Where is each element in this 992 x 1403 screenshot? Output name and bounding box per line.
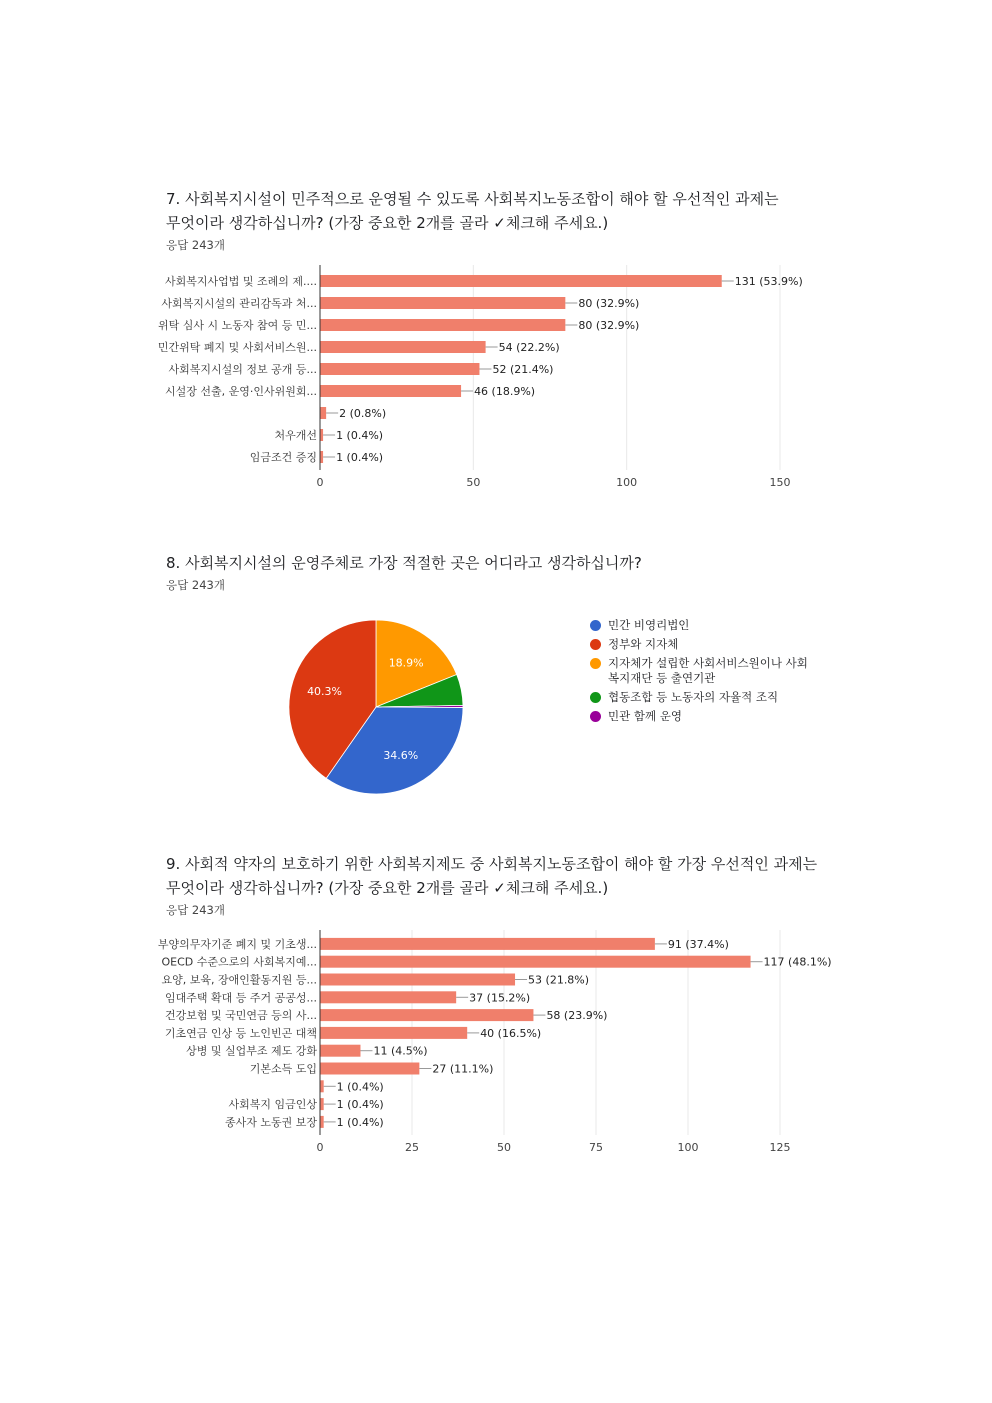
q9-bar xyxy=(320,991,456,1003)
legend-label: 민관 함께 운영 xyxy=(608,709,682,723)
q7-x-tick-label: 0 xyxy=(316,476,324,489)
q7-x-tick-label: 50 xyxy=(466,476,481,489)
q9-category-label: 임대주택 확대 등 주거 공공성... xyxy=(165,991,317,1005)
legend-item xyxy=(590,709,830,724)
q9-category-label: OECD 수준으로의 사회복지예... xyxy=(161,955,317,969)
q9-bar xyxy=(320,1009,533,1021)
question-9-response-count: 응답 243개 xyxy=(166,903,225,917)
q9-bar xyxy=(320,1080,324,1092)
question-7-response-count: 응답 243개 xyxy=(166,238,225,252)
q9-category-label: 기초연금 인상 등 노인빈곤 대책 xyxy=(164,1026,317,1040)
q9-category-label: 기본소득 도입 xyxy=(249,1062,317,1076)
question-8-response-count: 응답 243개 xyxy=(166,578,225,592)
q9-x-tick-label: 50 xyxy=(497,1141,511,1154)
question-9-header xyxy=(166,852,846,918)
legend-label: 민간 비영리법인 xyxy=(608,618,690,632)
question-9-title-line1: 9. 사회적 약자의 보호하기 위한 사회복지제도 중 사회복지노동조합이 해야 할 가장 우선적인 과제는 xyxy=(166,855,818,873)
q9-data-label: 58 (23.9%) xyxy=(546,1009,608,1023)
q9-bar xyxy=(320,1116,324,1128)
q9-bar xyxy=(320,974,515,986)
legend-label: 협동조합 등 노동자의 자율적 조직 xyxy=(608,690,779,704)
q7-data-label: 52 (21.4%) xyxy=(492,363,554,376)
q7-data-label: 1 (0.4%) xyxy=(336,429,384,442)
q7-x-tick-label: 150 xyxy=(769,476,791,489)
q7-bar xyxy=(320,275,722,287)
question-9-title-line2: 무엇이라 생각하십니까? (가장 중요한 2개를 골라 ✓체크해 주세요.) xyxy=(166,879,609,897)
q9-category-label: 요양, 보육, 장애인활동지원 등... xyxy=(161,973,317,987)
q7-category-label: 사회복지시설의 정보 공개 등... xyxy=(168,363,317,376)
q7-data-label: 1 (0.4%) xyxy=(336,451,384,464)
q7-data-label: 46 (18.9%) xyxy=(474,385,536,398)
q7-category-label: 위탁 심사 시 노동자 참여 등 민... xyxy=(158,319,317,332)
q7-category-label: 시설장 선출, 운영·인사위원회... xyxy=(165,385,317,398)
q9-data-label: 37 (15.2%) xyxy=(469,991,531,1005)
q7-data-label: 80 (32.9%) xyxy=(578,297,640,310)
q9-bar xyxy=(320,1045,360,1057)
q9-category-label: 종사자 노동권 보장 xyxy=(224,1115,317,1129)
q7-category-label: 사회복지사업법 및 조례의 제.... xyxy=(165,275,317,288)
q7-category-label: 사회복지시설의 관리감독과 처... xyxy=(161,297,317,310)
question-7-title-line1: 7. 사회복지시설이 민주적으로 운영될 수 있도록 사회복지노동조합이 해야 할 우선적인 과제는 xyxy=(166,190,779,208)
q9-x-tick-label: 75 xyxy=(589,1141,603,1154)
q7-bar xyxy=(320,319,565,331)
q9-data-label: 117 (48.1%) xyxy=(763,955,832,969)
legend-label: 정부와 지자체 xyxy=(608,637,679,651)
q9-data-label: 1 (0.4%) xyxy=(336,1098,384,1112)
q7-category-label: 처우개선 xyxy=(274,429,317,442)
question-8-title: 8. 사회복지시설의 운영주체로 가장 적절한 곳은 어디라고 생각하십니까? xyxy=(166,554,642,572)
q7-category-label: 민간위탁 폐지 및 사회서비스원... xyxy=(157,341,317,354)
q9-bar xyxy=(320,1063,419,1075)
q9-data-label: 11 (4.5%) xyxy=(373,1044,428,1058)
question-7-title-line2: 무엇이라 생각하십니까? (가장 중요한 2개를 골라 ✓체크해 주세요.) xyxy=(166,214,609,232)
q9-data-label: 1 (0.4%) xyxy=(336,1080,384,1094)
q9-category-label: 부양의무자기준 폐지 및 기초생... xyxy=(157,937,317,951)
q9-data-label: 27 (11.1%) xyxy=(432,1062,494,1076)
q9-bar xyxy=(320,956,751,968)
pie-slice-label: 34.6% xyxy=(383,748,419,762)
question-7-bar-chart xyxy=(0,265,992,490)
q7-bar xyxy=(320,341,486,353)
question-8-header xyxy=(166,551,846,593)
legend-item xyxy=(590,618,830,633)
q9-category-label: 건강보험 및 국민연금 등의 사... xyxy=(165,1009,317,1023)
question-8-legend xyxy=(590,618,830,728)
q7-bar xyxy=(320,363,479,375)
q9-category-label: 상병 및 실업부조 제도 강화 xyxy=(186,1044,317,1058)
legend-item xyxy=(590,656,830,686)
legend-item xyxy=(590,637,830,652)
legend-swatch xyxy=(590,692,601,703)
q9-bar xyxy=(320,1027,467,1039)
legend-swatch xyxy=(590,711,601,722)
q9-data-label: 40 (16.5%) xyxy=(480,1026,542,1040)
q9-category-label: 사회복지 임금인상 xyxy=(228,1098,317,1112)
pie-slice-label: 40.3% xyxy=(307,684,343,698)
q9-bar xyxy=(320,938,655,950)
q7-data-label: 80 (32.9%) xyxy=(578,319,640,332)
q9-x-tick-label: 0 xyxy=(316,1141,324,1154)
q9-data-label: 1 (0.4%) xyxy=(336,1115,384,1129)
q7-data-label: 54 (22.2%) xyxy=(498,341,560,354)
legend-label: 지자체가 설립한 사회서비스원이나 사회 복지재단 등 출연기관 xyxy=(608,656,808,685)
q7-category-label: 임금조건 증징 xyxy=(249,451,317,464)
q7-data-label: 2 (0.8%) xyxy=(339,407,387,420)
q9-x-tick-label: 100 xyxy=(677,1141,699,1154)
q7-data-label: 131 (53.9%) xyxy=(734,275,803,288)
q9-x-tick-label: 125 xyxy=(769,1141,791,1154)
pie-slice-label: 18.9% xyxy=(388,656,424,670)
question-7-header xyxy=(166,187,846,253)
legend-swatch xyxy=(590,658,601,669)
q7-bar xyxy=(320,407,326,419)
q9-data-label: 53 (21.8%) xyxy=(528,973,590,987)
question-9-bar-chart xyxy=(0,930,992,1160)
q7-x-tick-label: 100 xyxy=(616,476,638,489)
question-8-pie-chart xyxy=(280,612,480,802)
legend-swatch xyxy=(590,639,601,650)
q7-bar xyxy=(320,297,565,309)
legend-item xyxy=(590,690,830,705)
q9-data-label: 91 (37.4%) xyxy=(667,937,729,951)
q7-bar xyxy=(320,385,461,397)
q9-bar xyxy=(320,1098,324,1110)
legend-swatch xyxy=(590,620,601,631)
q9-x-tick-label: 25 xyxy=(405,1141,419,1154)
